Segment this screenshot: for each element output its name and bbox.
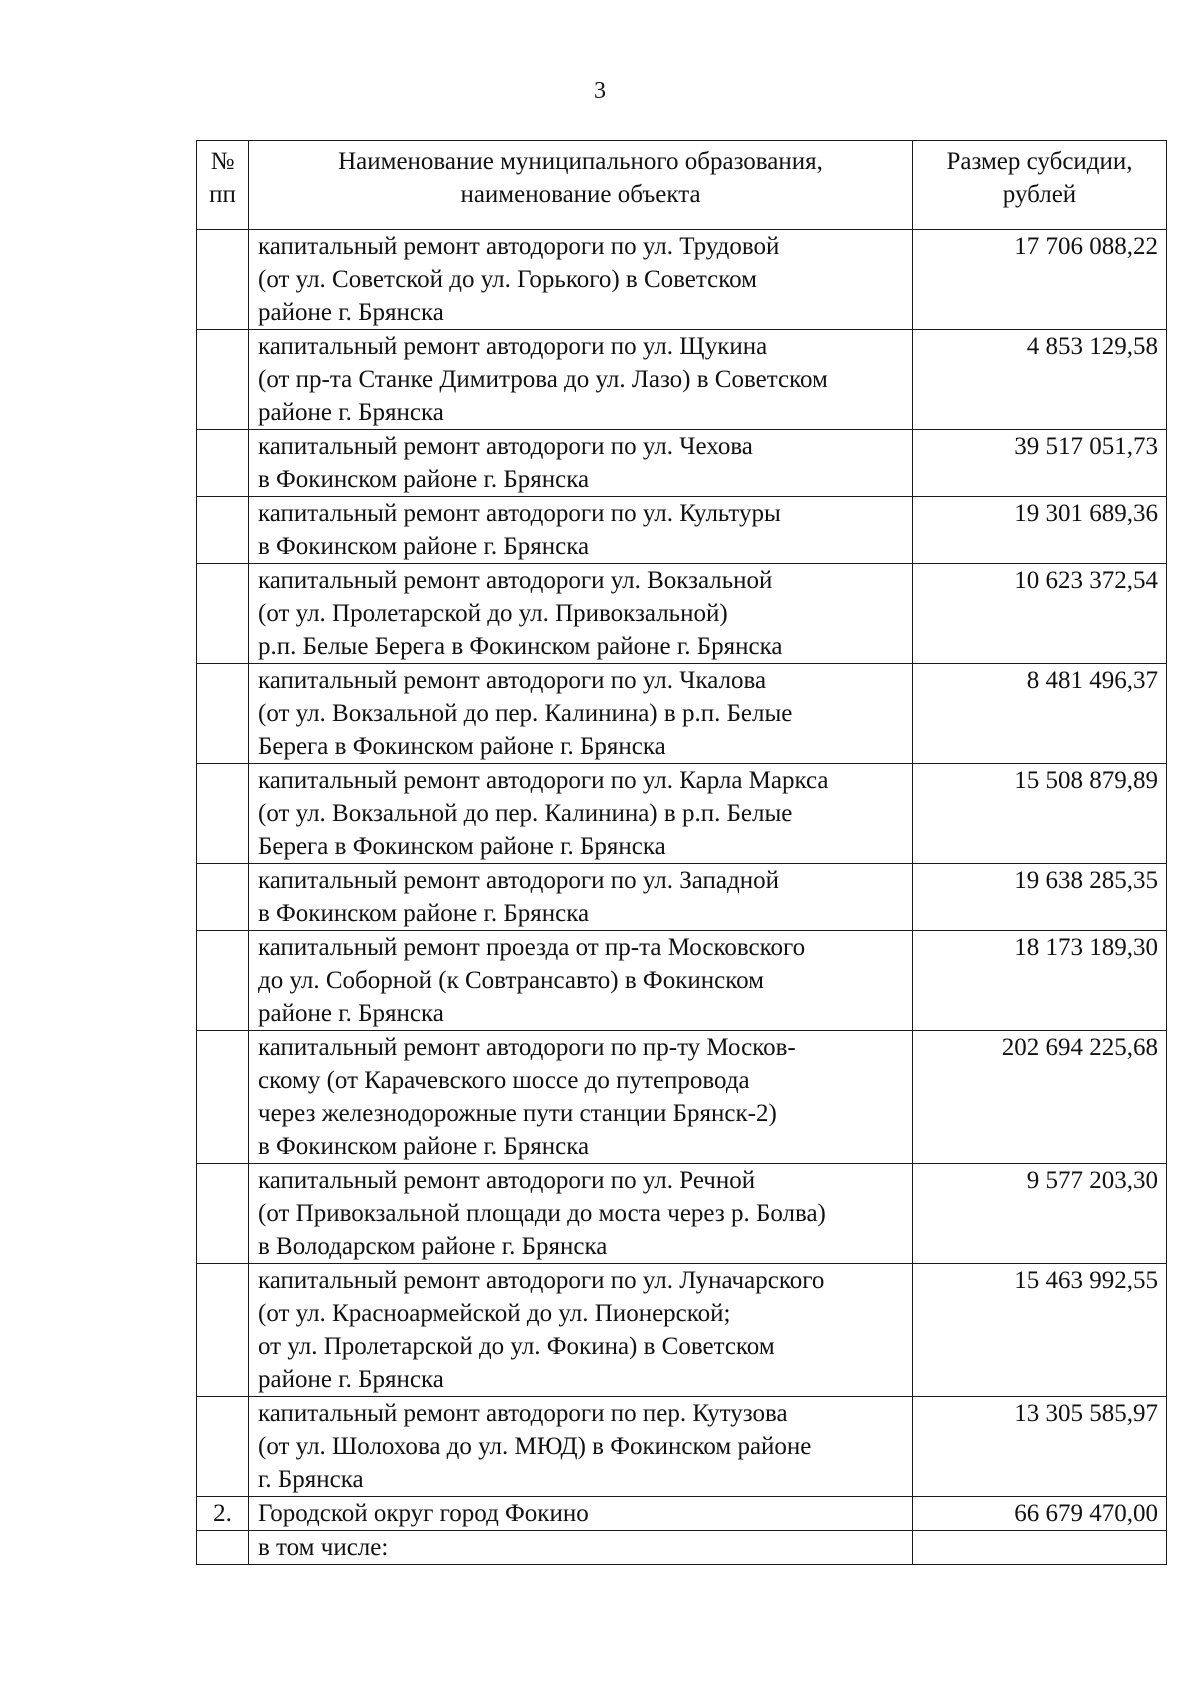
- row-number-cell: [197, 1031, 249, 1164]
- header-name-line2: наименование объекта: [460, 181, 701, 208]
- header-num-line2: пп: [209, 181, 236, 208]
- object-name-line: (от ул. Шолохова до ул. МЮД) в Фокинском районе: [258, 1433, 812, 1460]
- subsidy-amount-cell: [913, 1531, 1167, 1565]
- row-number-cell: [197, 864, 249, 931]
- object-name-line: капитальный ремонт проезда от пр-та Московского: [258, 934, 806, 961]
- table-row: [197, 1531, 1167, 1565]
- table-row: [197, 230, 1167, 330]
- subsidy-table: [196, 140, 1167, 1565]
- row-number-cell: [197, 764, 249, 864]
- object-name-line: районе г. Брянска: [258, 1000, 444, 1027]
- subsidy-amount-cell: 18 173 189,30: [913, 931, 1167, 1031]
- table-row: [197, 864, 1167, 931]
- subsidy-amount-cell: 10 623 372,54: [913, 564, 1167, 664]
- subsidy-amount-cell: 13 305 585,97: [913, 1397, 1167, 1497]
- subsidy-amount-cell: 15 508 879,89: [913, 764, 1167, 864]
- object-name-line: капитальный ремонт автодороги по ул. Чехова: [258, 433, 753, 460]
- subsidy-amount-cell: 19 301 689,36: [913, 497, 1167, 564]
- object-name-line: (от пр-та Станке Димитрова до ул. Лазо) в Советском: [258, 366, 828, 393]
- row-number-cell: [197, 497, 249, 564]
- object-name-cell: [249, 764, 913, 864]
- object-name-cell: [249, 1397, 913, 1497]
- subsidy-amount-cell: 15 463 992,55: [913, 1264, 1167, 1397]
- row-number-cell: [197, 1164, 249, 1264]
- subsidy-amount-cell: 9 577 203,30: [913, 1164, 1167, 1264]
- header-amount-line1: Размер субсидии,: [946, 148, 1133, 175]
- object-name-line: в Фокинском районе г. Брянска: [258, 1133, 590, 1160]
- object-name-line: в Фокинском районе г. Брянска: [258, 900, 590, 927]
- object-name-line: (от ул. Вокзальной до пер. Калинина) в р.п. Белые: [258, 700, 793, 727]
- object-name-line: капитальный ремонт автодороги по ул. Западной: [258, 867, 779, 894]
- object-name-line: (от Привокзальной площади до моста через р. Болва): [258, 1200, 826, 1227]
- object-name-line: в Фокинском районе г. Брянска: [258, 533, 590, 560]
- row-number-cell: [197, 1264, 249, 1397]
- subsidy-amount-cell: 8 481 496,37: [913, 664, 1167, 764]
- page-number: 3: [594, 78, 606, 104]
- object-name-line: капитальный ремонт автодороги по ул. Культуры: [258, 500, 781, 527]
- table-row: [197, 497, 1167, 564]
- object-name-cell: [249, 931, 913, 1031]
- table-row: [197, 1164, 1167, 1264]
- subsidy-amount-cell: 202 694 225,68: [913, 1031, 1167, 1164]
- object-name-line: капитальный ремонт автодороги по пер. Кутузова: [258, 1400, 788, 1427]
- row-number-cell: [197, 430, 249, 497]
- object-name-line: капитальный ремонт автодороги по ул. Речной: [258, 1167, 756, 1194]
- object-name-line: (от ул. Пролетарской до ул. Привокзальной): [258, 600, 728, 627]
- object-name-cell: [249, 230, 913, 330]
- object-name-line: р.п. Белые Берега в Фокинском районе г. Брянска: [258, 633, 783, 660]
- table-row: [197, 330, 1167, 430]
- object-name-line: капитальный ремонт автодороги ул. Вокзальной: [258, 567, 773, 594]
- object-name-line: Берега в Фокинском районе г. Брянска: [258, 833, 666, 860]
- object-name-line: через железнодорожные пути станции Брянск-2): [258, 1100, 777, 1127]
- row-number-cell: 2.: [197, 1497, 249, 1531]
- object-name-cell: [249, 430, 913, 497]
- row-number-cell: [197, 330, 249, 430]
- subsidy-amount-cell: 66 679 470,00: [913, 1497, 1167, 1531]
- object-name-line: районе г. Брянска: [258, 399, 444, 426]
- object-name-cell: [249, 1497, 913, 1531]
- object-name-cell: [249, 1164, 913, 1264]
- header-amount-line2: рублей: [1002, 181, 1077, 208]
- object-name-cell: [249, 564, 913, 664]
- object-name-line: в Фокинском районе г. Брянска: [258, 466, 590, 493]
- object-name-cell: [249, 330, 913, 430]
- header-amount: [913, 141, 1167, 230]
- subsidy-amount-cell: 39 517 051,73: [913, 430, 1167, 497]
- row-number-cell: [197, 664, 249, 764]
- object-name-line: районе г. Брянска: [258, 1366, 444, 1393]
- object-name-cell: [249, 497, 913, 564]
- object-name-line: в Володарском районе г. Брянска: [258, 1233, 608, 1260]
- table-header-row: [197, 141, 1167, 230]
- table-row: [197, 1031, 1167, 1164]
- object-name-line: капитальный ремонт автодороги по ул. Чкалова: [258, 667, 767, 694]
- subsidy-amount-cell: 17 706 088,22: [913, 230, 1167, 330]
- object-name-line: до ул. Соборной (к Совтрансавто) в Фокинском: [258, 967, 764, 994]
- object-name-line: Городской округ город Фокино: [258, 1500, 589, 1527]
- row-number-cell: [197, 230, 249, 330]
- object-name-cell: [249, 664, 913, 764]
- table-body: [197, 230, 1167, 1565]
- object-name-line: в том числе:: [258, 1534, 389, 1561]
- header-name-line1: Наименование муниципального образования,: [338, 148, 823, 175]
- header-num-line1: №: [210, 148, 235, 175]
- object-name-line: (от ул. Советской до ул. Горького) в Советском: [258, 266, 757, 293]
- object-name-line: районе г. Брянска: [258, 299, 444, 326]
- row-number-cell: [197, 564, 249, 664]
- object-name-line: Берега в Фокинском районе г. Брянска: [258, 733, 666, 760]
- object-name-cell: [249, 1264, 913, 1397]
- row-number-cell: [197, 931, 249, 1031]
- row-number-cell: [197, 1397, 249, 1497]
- object-name-line: капитальный ремонт автодороги по ул. Щукина: [258, 333, 768, 360]
- object-name-line: капитальный ремонт автодороги по пр-ту Москов-: [258, 1034, 796, 1061]
- table-row: [197, 1497, 1167, 1531]
- object-name-line: (от ул. Красноармейской до ул. Пионерской;: [258, 1300, 731, 1327]
- object-name-cell: [249, 1531, 913, 1565]
- table-row: [197, 931, 1167, 1031]
- object-name-line: г. Брянска: [258, 1466, 364, 1493]
- object-name-line: капитальный ремонт автодороги по ул. Карла Маркса: [258, 767, 829, 794]
- row-number-cell: [197, 1531, 249, 1565]
- table-row: [197, 764, 1167, 864]
- table-row: [197, 1397, 1167, 1497]
- subsidy-amount-cell: 4 853 129,58: [913, 330, 1167, 430]
- object-name-line: (от ул. Вокзальной до пер. Калинина) в р.п. Белые: [258, 800, 793, 827]
- object-name-cell: [249, 1031, 913, 1164]
- object-name-line: скому (от Карачевского шоссе до путепровода: [258, 1067, 750, 1094]
- table-row: [197, 430, 1167, 497]
- header-name: [249, 141, 913, 230]
- table-row: [197, 1264, 1167, 1397]
- header-num: [197, 141, 249, 230]
- object-name-cell: [249, 864, 913, 931]
- object-name-line: от ул. Пролетарской до ул. Фокина) в Советском: [258, 1333, 775, 1360]
- table-row: [197, 664, 1167, 764]
- table-row: [197, 564, 1167, 664]
- object-name-line: капитальный ремонт автодороги по ул. Луначарского: [258, 1267, 825, 1294]
- subsidy-amount-cell: 19 638 285,35: [913, 864, 1167, 931]
- object-name-line: капитальный ремонт автодороги по ул. Трудовой: [258, 233, 780, 260]
